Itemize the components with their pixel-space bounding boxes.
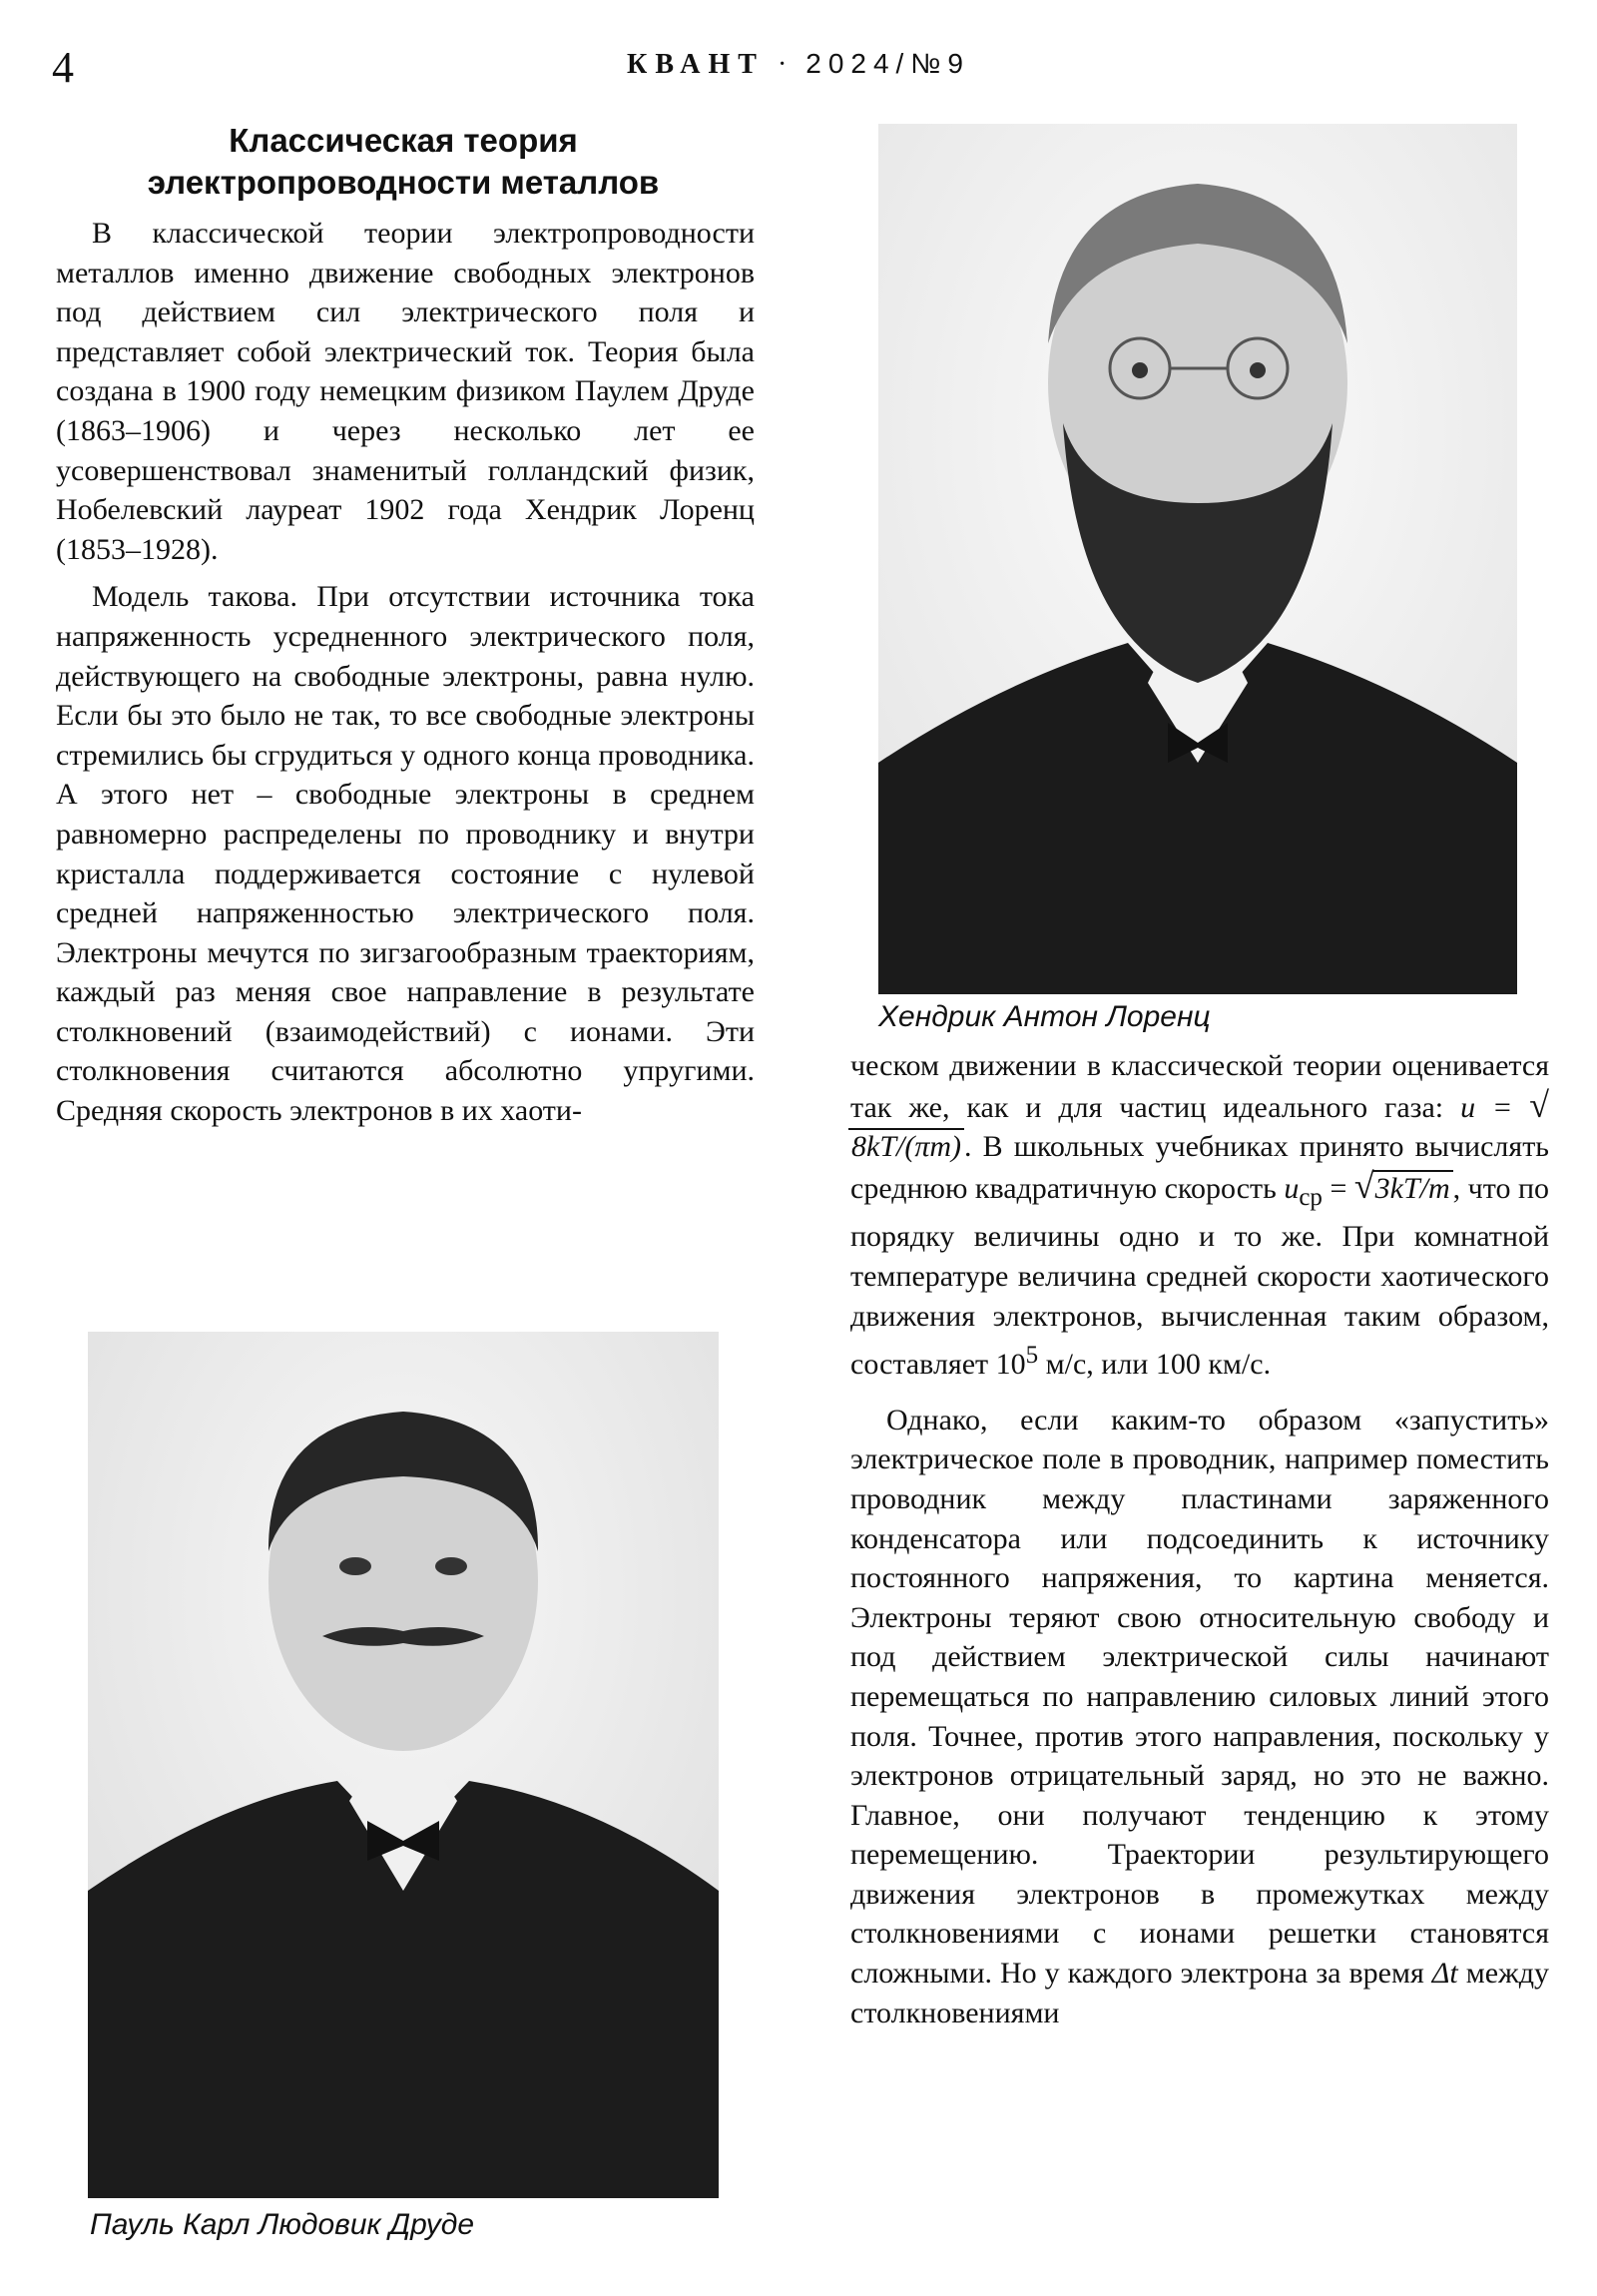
speed-exponent: 5	[1025, 1342, 1039, 1370]
running-head	[0, 48, 1597, 81]
magazine-name: КВАНТ	[627, 49, 765, 80]
lorentz-portrait	[878, 124, 1517, 994]
formula-rms-var: u	[1284, 1171, 1300, 1205]
paragraph-velocity	[850, 1046, 1549, 1385]
left-column	[56, 214, 755, 1131]
formula-rms-sub: ср	[1299, 1183, 1323, 1211]
paragraph-drude-theory: В классической теории электропроводности металлов именно движение свободных электронов под действием сил электрического поля и представляет собой электрический ток. Теория была создана в 1900 году немецким физиком Паулем Друде (1863–1906) и через несколько лет ее усовершенствовал знаменитый голландский физик, Нобелевский лауреат 1902 года Хендрик Лоренц (1853–1928).	[56, 217, 755, 566]
formula-mean-speed-lhs: u =	[1460, 1090, 1513, 1124]
speed-base: 10	[995, 1348, 1026, 1382]
velocity-text-2: . В школьных учебниках принято вычислять среднюю квадратичную скорость	[850, 1130, 1549, 1205]
field-text-1: Однако, если каким-то образом «запустить» электрическое поле в проводник, например поместить проводник между пластинами заряженного конденсатора или подсоединить к источнику постоянного напряжения, то картина меняется. Электроны теряют свою относительную свободу и под действием электрической силы начинают перемещаться по направлению силовых линий этого поля. Точнее, против этого направления, поскольку у электронов отрицательный заряд, но это не важно. Главное, они получают тенденцию к этому перемещению. Траектории результирующего движения электронов в промежутках между столкновениями с ионами решетки становятся сложными. Но у каждого электрона за время	[850, 1403, 1549, 1991]
section-title	[56, 120, 751, 204]
header-separator: ·	[777, 49, 794, 80]
velocity-text-1: ческом движении в классической теории оценивается так же, как и для частиц идеального газа:	[850, 1049, 1549, 1124]
drude-caption: Пауль Карл Людовик Друде	[90, 2208, 475, 2241]
field-text-2: между столкновениями	[850, 1957, 1549, 2029]
velocity-text-3: , что по порядку величины одно и то же. При комнатной температуре величина средней скорости хаотического движения электронов, вычисленная таким образом, составляет	[850, 1171, 1550, 1382]
sqrt-icon: √	[1529, 1084, 1550, 1125]
delta-t-symbol: Δt	[1431, 1957, 1458, 1991]
right-column	[850, 1046, 1549, 2032]
speed-rest: м/с, или 100 км/с.	[1038, 1348, 1272, 1382]
section-title-line2: электропроводности металлов	[147, 164, 660, 201]
paragraph-model: Модель такова. При отсутствии источника тока напряженность усредненного электрического поля, действующего на свободные электроны, равна нулю. Если бы это было не так, то все свободные электроны стремились бы сгрудиться у одного конца проводника. А этого нет – свободные электроны в среднем равномерно распределены по проводнику и внутри кристалла поддерживается состояние с нулевой средней напряженностью электрического поля. Электроны мечутся по зигзагообразным траекториям, каждый раз меняя свое направление в результате столкновений (взаимодействий) с ионами. Эти столкновения считаются абсолютно упругими. Средняя скорость электронов в их хаоти-	[56, 580, 755, 1128]
formula-mean-speed-radicand: 8kT/(πm)	[848, 1128, 964, 1165]
lorentz-caption: Хендрик Антон Лоренц	[878, 1000, 1211, 1033]
issue-number: 2024/№9	[805, 48, 970, 79]
formula-rms-radicand: 3kT/m	[1372, 1170, 1453, 1207]
formula-rms-eq: =	[1330, 1171, 1347, 1205]
page-number: 4	[52, 43, 74, 92]
drude-portrait	[88, 1332, 719, 2198]
sqrt-icon: √	[1353, 1165, 1374, 1206]
section-title-line1: Классическая теория	[229, 122, 578, 159]
paragraph-field-on	[850, 1401, 1549, 2033]
